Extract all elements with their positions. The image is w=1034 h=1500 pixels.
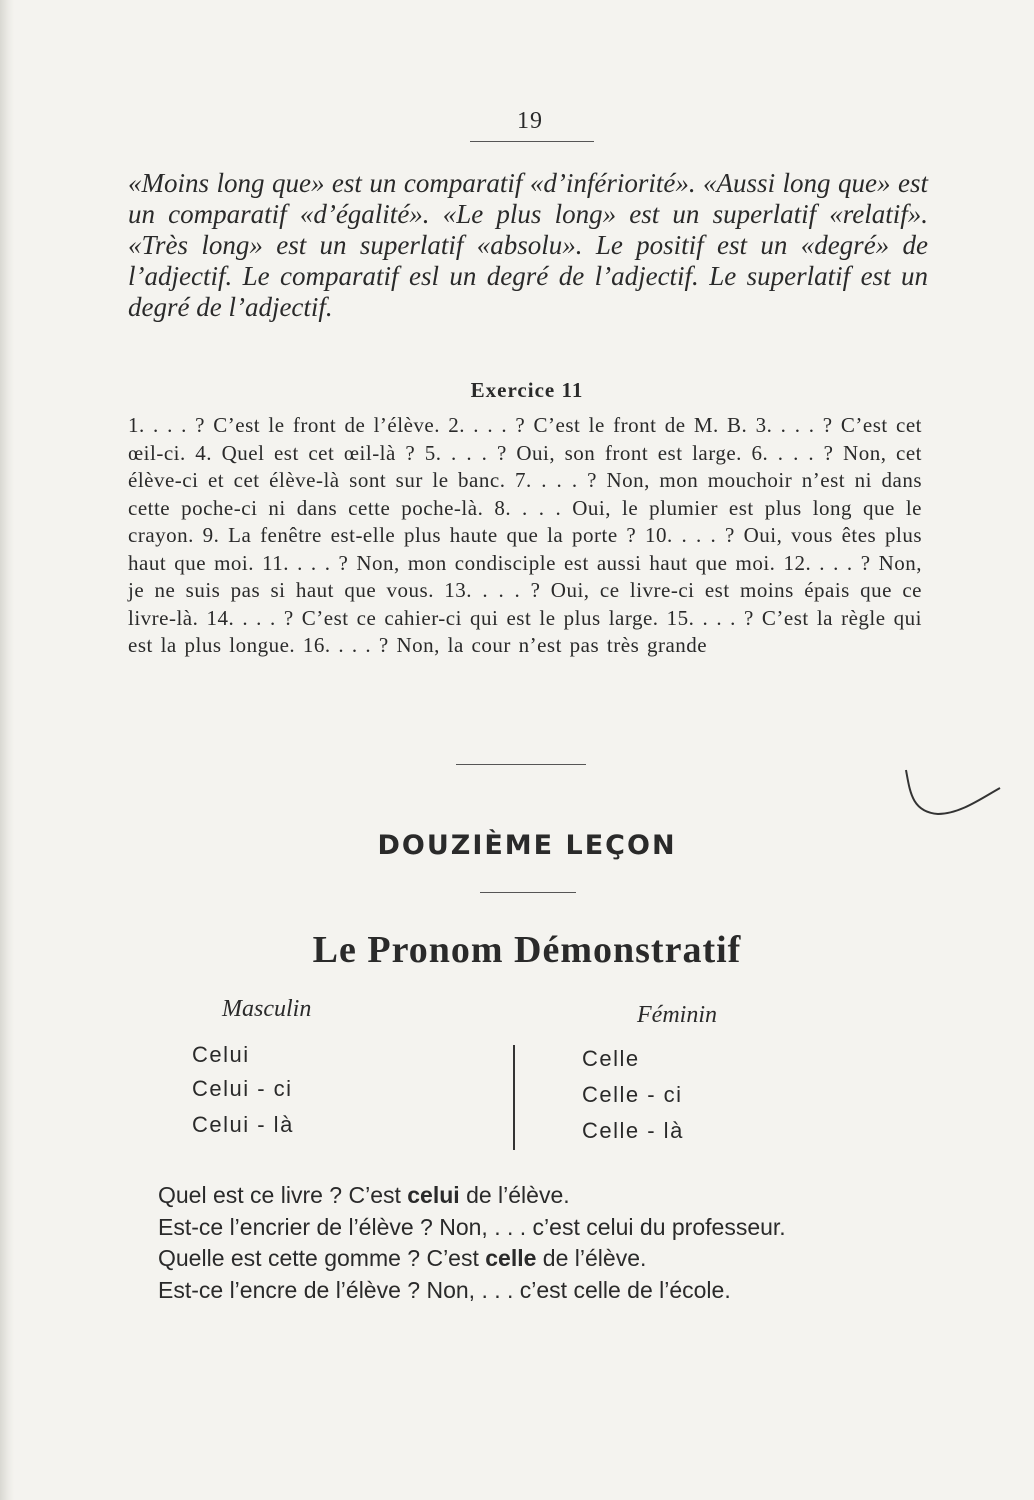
- emphasis-celle: celle: [485, 1245, 537, 1271]
- header-rule: [470, 141, 594, 142]
- page-number: 19: [517, 108, 543, 134]
- emphasis-celui: celui: [407, 1182, 460, 1208]
- masculin-form: Celui: [192, 1042, 250, 1067]
- masculin-form: Celui - ci: [192, 1076, 293, 1101]
- lesson-rule: [480, 892, 576, 893]
- pencil-mark: [898, 762, 1008, 832]
- feminin-form: Celle - là: [582, 1118, 684, 1143]
- section-rule: [456, 764, 586, 765]
- example-line: Quelle est cette gomme ? C’est celle de l’élève.: [158, 1245, 647, 1271]
- feminin-heading: Féminin: [637, 1002, 717, 1028]
- page-edge: [0, 0, 14, 1500]
- section-title: Le Pronom Démonstratif: [312, 929, 742, 971]
- exercise-text: 1. . . . ? C’est le front de l’élève. 2. . . . ? C’est le front de M. B. 3. . . . ? C’est cet œil-ci. 4. Quel est cet œil-là ? 5. . . . ? Oui, son front est large. 6. . . . ? Non, cet élève-ci et cet élève-là sont sur le banc. 7. . . . ? Non, mon mouchoir n’est ni dans cette poche-ci ni dans cette poche-là. 8. . . . Oui, le plumier est plus long que le crayon. 9. La fenêtre est-elle plus haute que la porte ? 10. . . . ? Oui, vous êtes plus haut que moi. 11. . . . ? Non, mon condisciple est aussi haut que moi. 12. . . . ? Non, je ne suis pas si haut que vous. 13. . . . ? Oui, ce livre-ci est moins épais que ce livre-là. 14. . . . ? C’est ce cahier-ci qui est le plus large. 15. . . . ? C’est la règle qui est la plus longue. 16. . . . ? Non, la cour n’est pas très grande: [128, 413, 922, 657]
- lesson-title: DOUZIÈME LEÇON: [377, 830, 677, 861]
- feminin-form: Celle: [582, 1046, 640, 1071]
- intro-text: «Moins long que» est un comparatif «d’infériorité». «Aussi long que» est un comparatif «d’égalité». «Le plus long» est un superlatif «relatif». «Très long» est un superlatif «absolu». Le positif est un «degré» de l’adjectif. Le comparatif esl un degré de l’adjectif. Le superlatif est un degré de l’adjectif.: [128, 168, 928, 322]
- example-line: Est-ce l’encre de l’élève ? Non, . . . c’est celle de l’école.: [158, 1276, 731, 1303]
- exercise-title: Exercice 11: [470, 378, 584, 402]
- example-line: Est-ce l’encrier de l’élève ? Non, . . . c’est celui du professeur.: [158, 1213, 786, 1240]
- masculin-heading: Masculin: [222, 996, 312, 1022]
- feminin-form: Celle - ci: [582, 1082, 683, 1107]
- intro-paragraph: [128, 168, 928, 323]
- example-line: Quel est ce livre ? C’est celui de l’élève.: [158, 1182, 570, 1208]
- examples-block: [128, 1180, 918, 1306]
- masculin-form: Celui - là: [192, 1112, 294, 1137]
- column-divider: [513, 1045, 515, 1150]
